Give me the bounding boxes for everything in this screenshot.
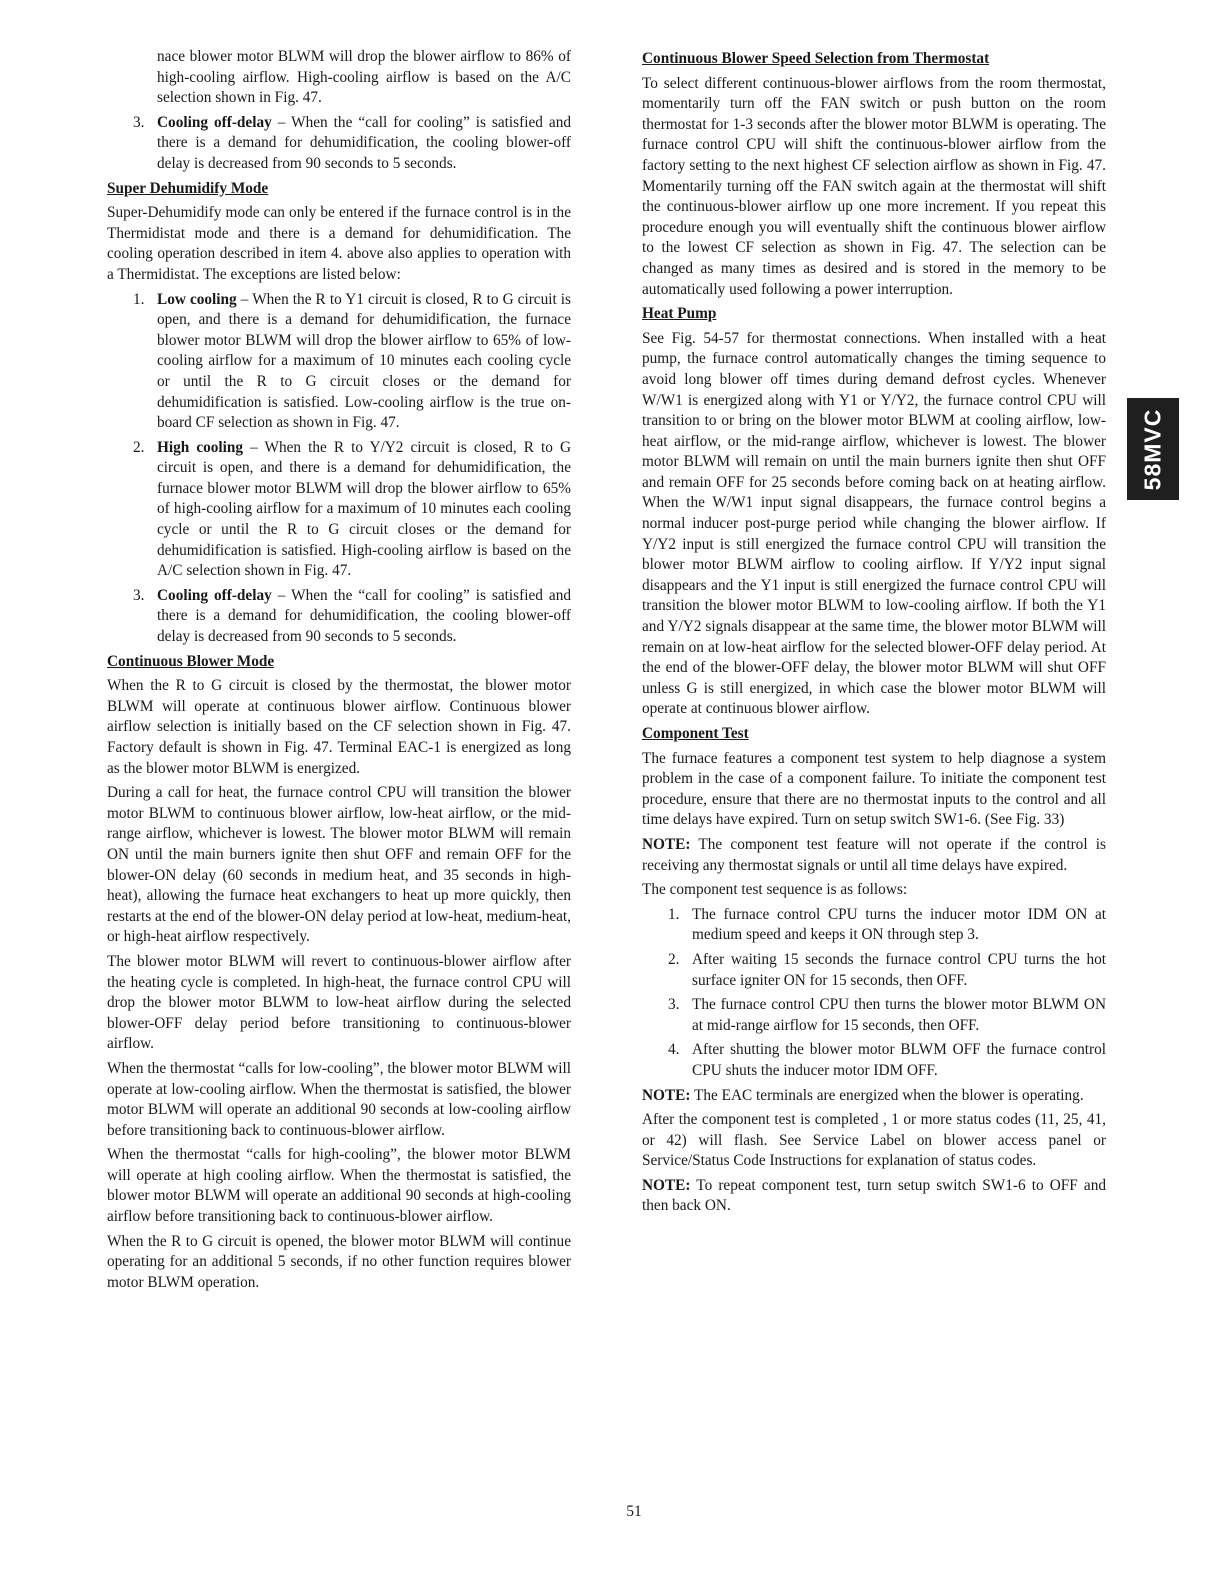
continuous-speed-heading: Continuous Blower Speed Selection from Thermostat bbox=[642, 50, 990, 67]
note bbox=[642, 1086, 1106, 1107]
list-item bbox=[107, 290, 571, 434]
item-term: Low cooling bbox=[157, 290, 237, 308]
item-term: High cooling bbox=[157, 438, 244, 456]
item-number: 4. bbox=[668, 1041, 680, 1059]
note bbox=[642, 835, 1106, 876]
item-text: – When the R to Y1 circuit is closed, R to G circuit is open, and there is a demand for dehumidification, the furnace blower motor BLWM will drop the blower airflow to 65% of low-cooling airflow for a maximum of 10 minutes each cooling cycle or until the R to G circuit closes or the demand for dehumidification is satisfied. Low-cooling airflow is the true on-board CF selection as shown in Fig. 47. bbox=[157, 290, 572, 432]
super-dehumidify-heading: Super Dehumidify Mode bbox=[107, 179, 269, 197]
note-label: NOTE: bbox=[642, 1086, 691, 1104]
item-text: The furnace control CPU turns the inducer motor IDM ON at medium speed and keeps it ON through step 3. bbox=[692, 905, 1106, 944]
list-item bbox=[642, 995, 1106, 1036]
super-dehumidify-list bbox=[107, 290, 571, 648]
item-number: 2. bbox=[668, 950, 680, 968]
heat-pump-paragraph: See Fig. 54-57 for thermostat connections. When installed with a heat pump, the furnace control automatically changes the timing sequence to avoid long blower off times during demand defrost cycles. Whenever W/W1 is energized along with Y1 or Y/Y2, the furnace control CPU will transition to or bring on the blower motor BLWM at cooling airflow, low-heat airflow, or the mid-range airflow, whichever is lowest. The blower motor BLWM will remain on until the main burners ignite then shut OFF and remain OFF for 25 seconds before coming back on at heating airflow. When the W/W1 input signal disappears, the furnace control begins a normal inducer post-purge period while changing the blower airflow. If Y/Y2 input is still energized the furnace control CPU will transition the blower motor BLWM airflow to cooling airflow. If Y/Y2 input signal disappears and the Y1 input is still energized the furnace control CPU will transition the blower motor BLWM to low-cooling airflow. If both the Y1 and Y/Y2 signals disappear at the same time, the blower motor BLWM will remain on at low-heat airflow for the selected blower-OFF delay period. At the end of the blower-OFF delay, the blower motor BLWM will shut OFF unless G is still energized, in which case the blower motor BLWM will operate at continuous blower airflow. bbox=[642, 329, 1106, 718]
component-test-heading: Component Test bbox=[642, 725, 749, 742]
left-column bbox=[107, 47, 571, 1297]
item-text: After waiting 15 seconds the furnace control CPU turns the hot surface igniter ON for 15 seconds, then OFF. bbox=[692, 950, 1106, 989]
item-text: After shutting the blower motor BLWM OFF the furnace control CPU shuts the inducer motor IDM OFF. bbox=[692, 1041, 1106, 1079]
component-test-paragraph: The furnace features a component test system to help diagnose a system problem in the case of a component failure. To initiate the component test procedure, ensure that there are no thermostat inputs to the control and all time delays have expired. Turn on setup switch SW1-6. (See Fig. 33) bbox=[642, 749, 1106, 829]
sequence-intro: The component test sequence is as follows: bbox=[642, 881, 908, 899]
list-item bbox=[107, 113, 571, 175]
list-item bbox=[107, 438, 571, 582]
item-text: The furnace control CPU then turns the blower motor BLWM ON at mid-range airflow for 15 seconds, then OFF. bbox=[692, 996, 1106, 1034]
continuous-blower-paragraph: When the R to G circuit is closed by the thermostat, the blower motor BLWM will operate at continuous blower airflow. Continuous blower airflow selection is initially based on the CF selection shown in Fig. 47. Factory default is shown in Fig. 47. Terminal EAC-1 is energized as long as the blower motor BLWM is energized. bbox=[107, 677, 571, 777]
item-text: – When the “call for cooling” is satisfied and there is a demand for dehumidification, the cooling blower-off delay is decreased from 90 seconds to 5 seconds. bbox=[157, 113, 571, 172]
note-text: To repeat component test, turn setup switch SW1-6 to OFF and then back ON. bbox=[642, 1176, 1106, 1215]
item-text: – When the R to Y/Y2 circuit is closed, R to G circuit is open, and there is a demand for dehumidification, the furnace blower motor BLWM will drop the blower airflow to 65% of high-cooling airflow for a maximum of 10 minutes each cooling cycle or until the R to G circuit closes or the demand for dehumidification is satisfied. High-cooling airflow is based on the A/C selection shown in Fig. 47. bbox=[157, 438, 572, 580]
note-text: The component test feature will not operate if the control is receiving any thermostat signals or until all time delays have expired. bbox=[642, 835, 1106, 874]
heat-pump-heading: Heat Pump bbox=[642, 305, 717, 323]
continuous-blower-paragraph: When the thermostat “calls for high-cooling”, the blower motor BLWM will operate at high cooling airflow. When the thermostat is satisfied, the blower motor BLWM will operate an additional 90 seconds at high-cooling airflow before transitioning back to continuous-blower airflow. bbox=[107, 1146, 571, 1226]
component-test-paragraph: After the component test is completed , 1 or more status codes (11, 25, 41, or 42) will flash. See Service Label on blower access panel or Service/Status Code Instructions for explanation of status codes. bbox=[642, 1111, 1106, 1170]
item-number: 3. bbox=[668, 996, 680, 1014]
list-item bbox=[107, 586, 571, 648]
note-text: The EAC terminals are energized when the blower is operating. bbox=[690, 1086, 1084, 1104]
item-number: 3. bbox=[133, 113, 145, 131]
item-number: 1. bbox=[133, 290, 145, 308]
note bbox=[642, 1176, 1106, 1217]
item-text: – When the “call for cooling” is satisfied and there is a demand for dehumidification, the cooling blower-off delay is decreased from 90 seconds to 5 seconds. bbox=[157, 586, 571, 646]
continuous-blower-paragraph: When the R to G circuit is opened, the blower motor BLWM will continue operating for an additional 5 seconds, if no other function requires blower motor BLWM operation. bbox=[107, 1232, 571, 1291]
intro-continuation: nace blower motor BLWM will drop the blower airflow to 86% of high-cooling airflow. High-cooling airflow is based on the A/C selection shown in Fig. 47. bbox=[157, 48, 571, 107]
component-test-steps bbox=[642, 905, 1106, 1082]
item-number: 1. bbox=[668, 905, 680, 923]
continuous-speed-paragraph: To select different continuous-blower airflows from the room thermostat, momentarily turn off the FAN switch or push button on the room thermostat for 1-3 seconds after the blower motor BLWM is operating. The furnace control CPU will shift the continuous-blower airflow from the factory setting to the next highest CF selection airflow as shown in Fig. 47. Momentarily turning off the FAN switch again at the thermostat will shift the continuous-blower airflow up one more increment. If you repeat this procedure enough you will eventually shift the continuous blower airflow to the lowest CF selection as shown in Fig. 47. The selection can be changed as many times as desired and is stored in the memory to be automatically used following a power interruption. bbox=[642, 74, 1106, 298]
right-column bbox=[642, 47, 1106, 1221]
item-term: Cooling off-delay bbox=[157, 113, 272, 131]
model-side-tab bbox=[1127, 398, 1179, 500]
continuous-blower-paragraph: During a call for heat, the furnace control CPU will transition the blower motor BLWM to continuous blower airflow, low-heat airflow, or the mid-range airflow, whichever is lowest. The blower motor BLWM will remain ON until the main burners ignite then shut OFF and remain OFF for the blower-ON delay (60 seconds in medium heat, and 35 seconds in high-heat), allowing the furnace heat exchangers to heat up more quickly, then restarts at the end of the blower-ON delay period at low-heat, medium-heat, or high-heat airflow respectively. bbox=[107, 784, 571, 946]
list-item bbox=[642, 1040, 1106, 1081]
item-number: 2. bbox=[133, 438, 145, 456]
intro-list bbox=[107, 113, 571, 175]
note-label: NOTE: bbox=[642, 835, 691, 853]
super-dehumidify-paragraph: Super-Dehumidify mode can only be entered if the furnace control is in the Thermidistat mode and there is a demand for dehumidification. The cooling operation described in item 4. above also applies to operation with a Thermidistat. The exceptions are listed below: bbox=[107, 204, 571, 283]
model-label: 58MVC bbox=[1139, 408, 1166, 490]
continuous-blower-heading: Continuous Blower Mode bbox=[107, 652, 275, 670]
item-term: Cooling off-delay bbox=[157, 586, 272, 604]
list-item bbox=[642, 950, 1106, 991]
list-item bbox=[642, 905, 1106, 946]
continuous-blower-paragraph: The blower motor BLWM will revert to continuous-blower airflow after the heating cycle is completed. In high-heat, the furnace control CPU will drop the blower motor BLWM to low-heat airflow during the selected blower-OFF delay period before transitioning to continuous-blower airflow. bbox=[107, 952, 571, 1053]
note-label: NOTE: bbox=[642, 1176, 691, 1194]
item-number: 3. bbox=[133, 586, 145, 604]
continuous-blower-paragraph: When the thermostat “calls for low-cooling”, the blower motor BLWM will operate at low-cooling airflow. When the thermostat is satisfied, the blower motor BLWM will operate an additional 90 seconds at low-cooling airflow before transitioning back to continuous-blower airflow. bbox=[107, 1059, 571, 1139]
page-number: 51 bbox=[626, 1503, 642, 1520]
